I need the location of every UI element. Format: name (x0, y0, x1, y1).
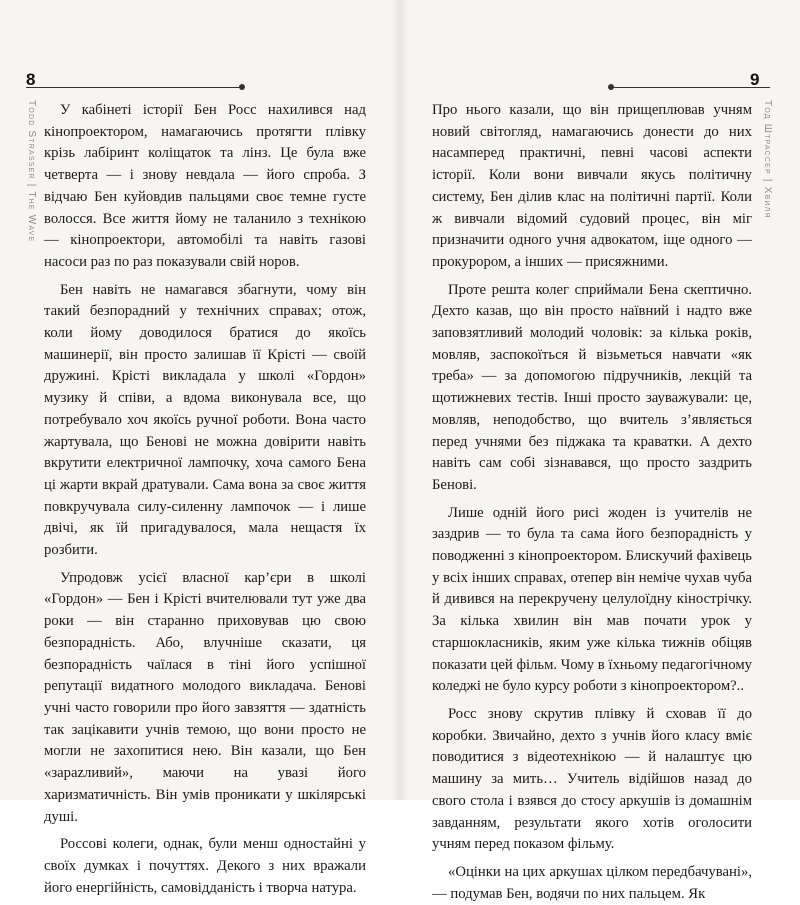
paragraph: Россові колеги, однак, були менш одностайні у своїх думках і почуттях. Декого з них вражали його енергійність, самовідданість і творча натура. (44, 836, 366, 896)
paragraph: «Оцінки на цих аркушах цілком передбачувані», — подумав Бен, водячи по них пальцем. Як (432, 863, 752, 902)
header-dot-left (239, 84, 245, 90)
running-head-right: Тод Штрассер | Хвиля (762, 100, 773, 219)
paragraph: Бен навіть не намагався збагнути, чому він такий безпорадний у технічних справах; отож, коли йому доводилося братися до якоїсь машинерії, він просто залишав її Крісті — своїй дружині. Крісті викладала у школі «Гордон» музику й співи, а вдома виконувала все, що потребувало хоч якоїсь ручної роботи. Вона часто жартувала, що Бенові не можна довірити навіть вкрутити електричної лампочку, хоча самого Бена ці жарти вкрай дратували. Сама вона за своє життя повкручувала силу-силенну лампочок — і лише двічі, як їй пригадувалося, мала нещастя їх розбити. (44, 281, 366, 559)
right-page (404, 0, 800, 902)
body-text-right (432, 100, 752, 905)
paragraph: Упродовж усієї власної кар’єри в школі «Гордон» — Бен і Крісті вчителювали тут уже два роки — він старанно приховував цю свою безпорадність. Або, влучніше сказати, ця безпорадність чаїлася в тіні його успішної репутації видатного молодого викладача. Бенові учні часто говорили про його завзяття — здатність так зацікавити учнів темою, що вони просто не могли не захопитися нею. Він казали, що Бен «зарazливий», маючи на увазі його харизматичність. Він умів проникати у шкілярські душі. (44, 569, 366, 825)
paragraph: Про нього казали, що він прищеплював учням новий світогляд, намагаючись донести до них насамперед практичні, певні часові аспекти історії. Коли вони вивчали якусь політичну систему, Бен ділив клас на політичні партії. Коли ж вивчали відомий судовий процес, він міг призначити одного учня адвокатом, іще одного — прокурором, а інших — присяжними. (432, 102, 752, 270)
running-head-left: Todd Strasser | The Wave (26, 100, 37, 243)
header-rule-right (612, 87, 770, 88)
header-rule-left (26, 87, 241, 88)
paragraph: Росс знову скрутив плівку й сховав її до коробки. Звичайно, дехто з учнів його класу вміє поводитися з відеотехнікою — й налаштує цю машину за мить… Учитель відійшов назад до свого стола і взявся до стосу аркушів із домашнім завданням, результати якого хотів оголосити учням перед показом фільму. (432, 705, 752, 853)
page-number-left: 8 (26, 70, 36, 89)
left-page (0, 0, 396, 896)
body-text-left (44, 100, 366, 899)
paragraph: У кабінеті історії Бен Росс нахилився над кінопроектором, намагаючись протягти плівку крізь лабіринт коліщаток та лінз. Це була вже четверта — і знову невдала — його спроба. З відчаю Бен куйовдив пальцями своє темне густе волосся. Все життя йому не таланило з технікою — кінопроектори, автомобілі та навіть газові насоси раз по раз показували свій норов. (44, 102, 366, 270)
page-number-right: 9 (750, 70, 760, 89)
book-gutter (392, 0, 408, 800)
paragraph: Лише одній його рисі жоден із учителів не заздрив — то була та сама його безпорадність у поводженні з кінопроектором. Блискучий фахівець у всіх інших справах, отепер він неміче чухав чуба й дивився на перекручену целулоїдну кінострічку. За кілька хвилин він мав почати урок у старшокласників, яким уже кілька тижнів обіцяв показати цей фільм. Чому в їхньому педагогічному коледжі не було курсу роботи з кінопроектором?.. (432, 504, 752, 695)
header-dot-right (608, 84, 614, 90)
paragraph: Проте решта колег сприймали Бена скептично. Дехто казав, що він просто наївний і надто вже заповзятливий молодий чоловік: за кілька років, мовляв, заспокоїться й візьметься навчати «як треба» — за допомогою підручників, лекцій та щотижневих тестів. Інші просто зауважували: це, мовляв, неподобство, що вчитель з’являється перед учнями без піджака та краватки. А дехто навіть сам собі зізнавався, що просто заздрить Бенові. (432, 281, 752, 493)
